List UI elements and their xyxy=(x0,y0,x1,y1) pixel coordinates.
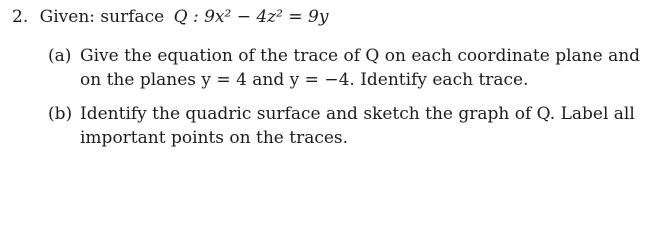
surface-equation: Q : 9x² − 4z² = 9y xyxy=(173,7,329,27)
part-a-line-2: on the planes y = 4 and y = −4. Identify each trace. xyxy=(80,70,529,90)
part-a-label: (a) xyxy=(48,46,72,66)
part-b-line-2: important points on the traces. xyxy=(80,128,349,148)
problem-header xyxy=(12,6,328,28)
part-b-text xyxy=(80,102,652,150)
part-a-line-1: Give the equation of the trace of Q on each coordinate plane and xyxy=(80,46,641,66)
part-b-label: (b) xyxy=(48,104,73,124)
part-a-text xyxy=(80,44,652,92)
problem-number: 2. xyxy=(12,7,29,27)
problem-label: Given: surface xyxy=(39,7,165,27)
part-b-line-1: Identify the quadric surface and sketch the graph of Q. Label all xyxy=(80,104,635,124)
